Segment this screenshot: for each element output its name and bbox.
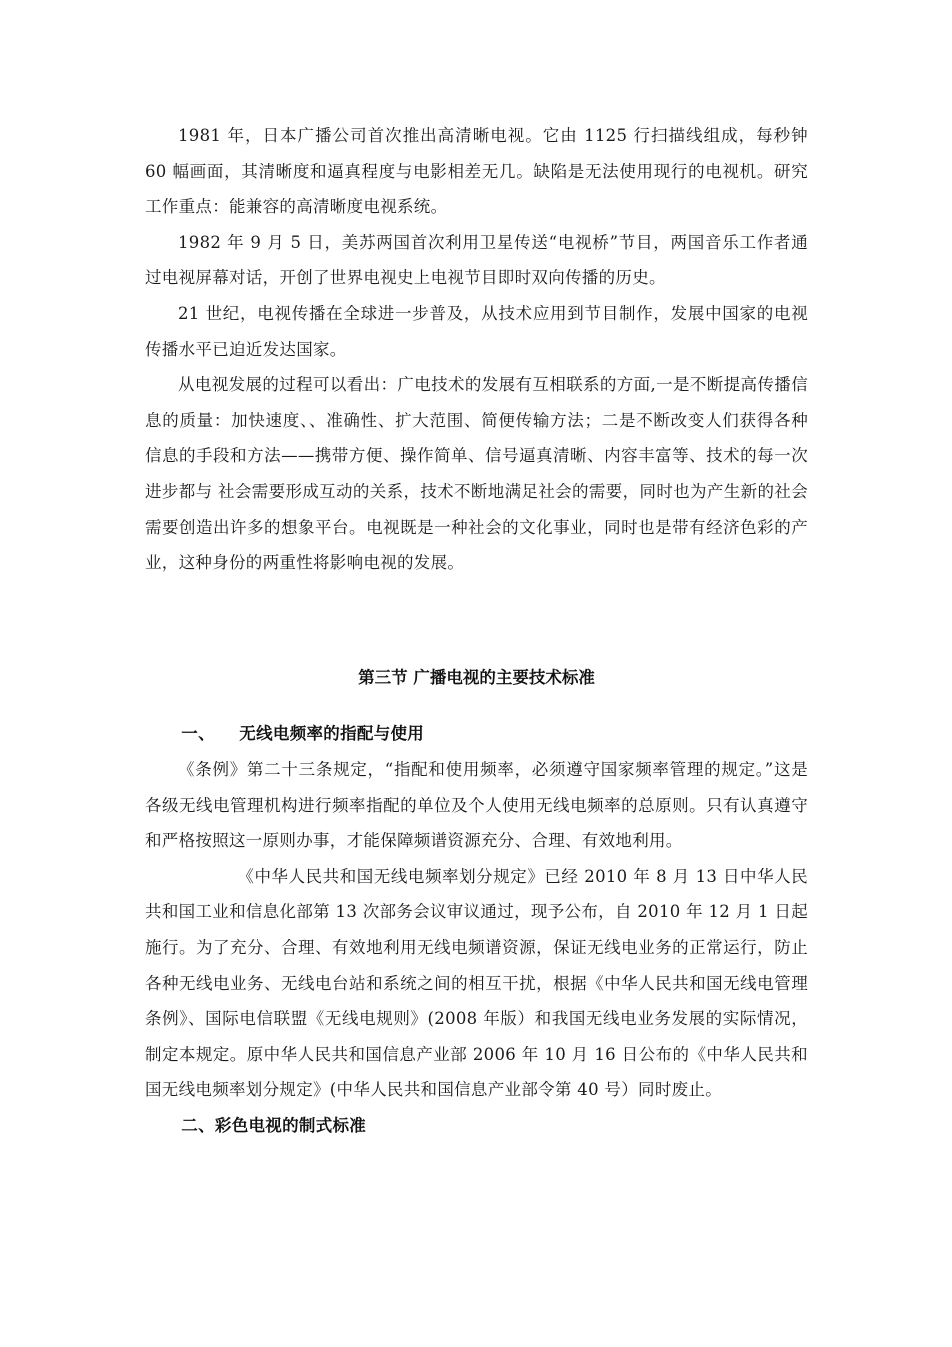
heading-text: 无线电频率的指配与使用 bbox=[239, 724, 425, 743]
heading-frequency-allocation bbox=[145, 716, 808, 752]
paragraph-regulation-article: 《条例》第二十三条规定，“指配和使用频率，必须遵守国家频率管理的规定。”这是各级无线电管理机构进行频率指配的单位及个人使用无线电频率的总原则。只有认真遵守和严格按照这一原则办事，才能保障频谱资源充分、合理、有效地利用。 bbox=[145, 760, 808, 851]
paragraph-development-summary: 从电视发展的过程可以看出：广电技术的发展有互相联系的方面,一是不断提高传播信息的质量：加快速度、、准确性、扩大范围、简便传输方法；二是不断改变人们获得各种信息的手段和方法——携带方便、操作简单、信号逼真清晰、内容丰富等、技术的每一次进步都与 社会需要形成互动的关系，技术不断地满足社会的需要，同时也为产生新的社会需要创造出许多的想象平台。电视既是一种社会的文化事业，同时也是带有经济色彩的产业，这种身份的两重性将影响电视的发展。 bbox=[145, 375, 808, 573]
body-text-top bbox=[145, 118, 808, 581]
paragraph-21st-century: 21 世纪，电视传播在全球进一步普及，从技术应用到节目制作，发展中国家的电视传播水平已迫近发达国家。 bbox=[145, 303, 808, 359]
paragraph-1981: 1981 年，日本广播公司首次推出高清晰电视。它由 1125 行扫描线组成，每秒钟 60 幅画面，其清晰度和逼真程度与电影相差无几。缺陷是无法使用现行的电视机。研究工作重点：能兼容的高清晰度电视系统。 bbox=[145, 126, 808, 217]
heading-number: 一、 bbox=[181, 724, 215, 743]
heading-color-tv-standards: 二、彩色电视的制式标准 bbox=[181, 1115, 367, 1135]
paragraph-frequency-division-rules: 《中华人民共和国无线电频率划分规定》已经 2010 年 8 月 13 日中华人民共和国工业和信息化部第 13 次部务会议审议通过，现予公布，自 2010 年 12 月 1 日起施行。为了充分、合理、有效地利用无线电频谱资源，保证无线电业务的正常运行，防止各种无线电业务、无线电台站和系统之间的相互干扰，根据《中华人民共和国无线电管理条例》、国际电信联盟《无线电规则》(2008 年版）和我国无线电业务发展的实际情况，制定本规定。原中华人民共和国信息产业部 2006 年 10 月 16 日公布的《中华人民共和国无线电频率划分规定》(中华人民共和国信息产业部令第 40 号）同时废止。 bbox=[145, 866, 808, 1100]
paragraph-1982: 1982 年 9 月 5 日，美苏两国首次利用卫星传送“电视桥”节目，两国音乐工作者通过电视屏幕对话，开创了世界电视史上电视节目即时双向传播的历史。 bbox=[145, 232, 808, 288]
body-text-section bbox=[145, 716, 808, 1144]
section-title: 第三节 广播电视的主要技术标准 bbox=[358, 668, 595, 687]
